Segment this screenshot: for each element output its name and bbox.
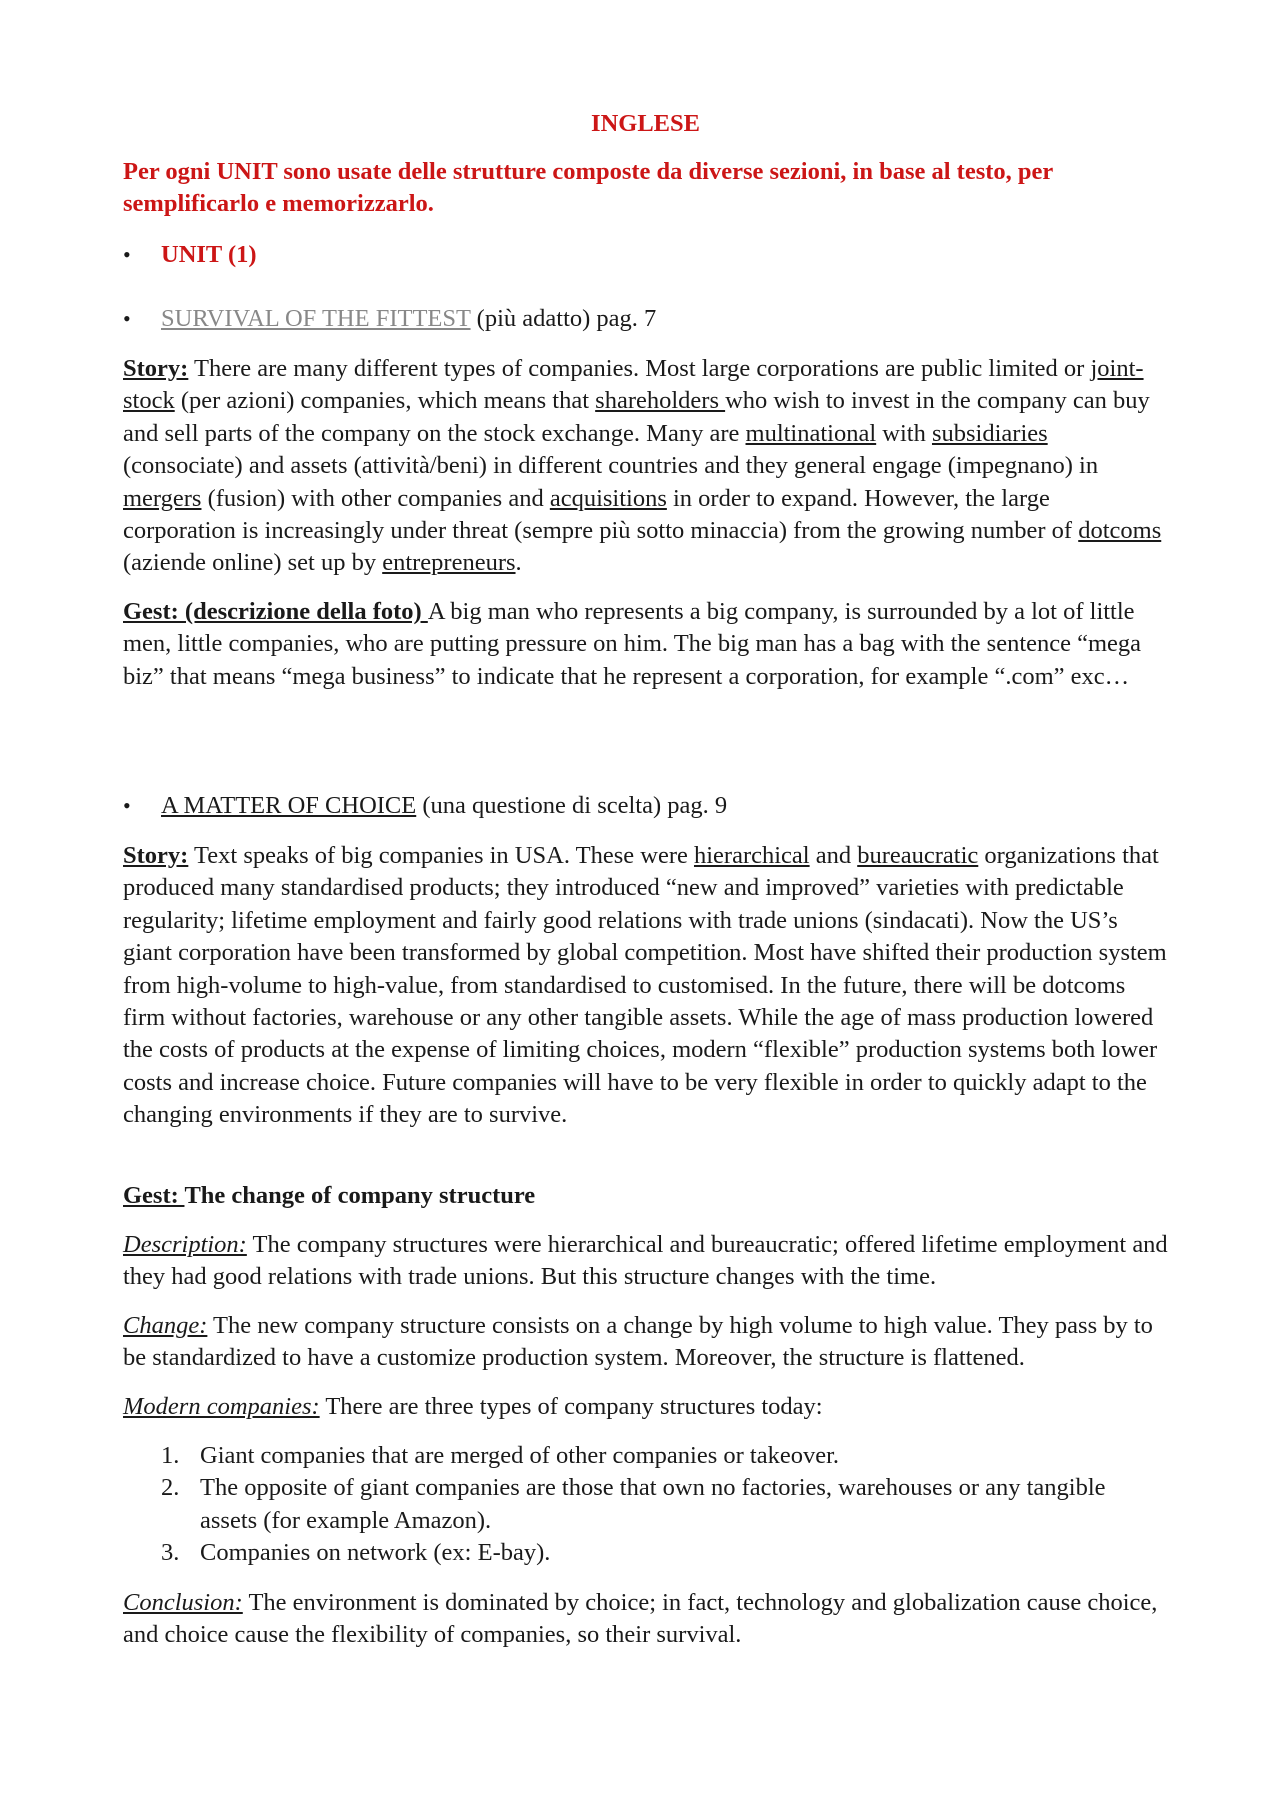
modern-label: Modern companies: xyxy=(123,1393,320,1420)
term-mergers: mergers xyxy=(123,484,202,512)
section1-heading-rest: (più adatto) pag. 7 xyxy=(470,305,657,332)
bullet-icon: • xyxy=(123,793,131,818)
change-label: Change: xyxy=(123,1312,208,1339)
conclusion-paragraph: Conclusion: The environment is dominated by choice; in fact, technology and globalization cause choice, and choice cause the flexibility of companies, so their survival. xyxy=(123,1589,1158,1649)
page-title: INGLESE xyxy=(591,110,700,137)
bullet-icon: • xyxy=(123,306,131,331)
modern-paragraph: Modern companies: There are three types of company structures today: xyxy=(123,1393,823,1420)
section2-gest xyxy=(123,1180,1168,1212)
section2-story: Story: Text speaks of big companies in USA. These were hierarchical and bureaucratic organizations that produced many standardised products; they introduced “new and improved” varieties with predictable regularity; lifetime employment and fairly good relations with trade unions (sindacati). Now the US’s giant corporation have been transformed by global competition. Most have shifted their production system from high-volume to high-value, from standardised to customised. In the future, there will be dotcoms firm without factories, warehouse or any other tangible assets. While the age of mass production lowered the costs of products at the expense of limiting choices, modern “flexible” production systems both lower costs and increase choice. Future companies will have to be very flexible in order to quickly adapt to the changing environments if they are to survive. xyxy=(123,842,1167,1129)
list-item: 2. The opposite of giant companies are those that own no factories, warehouses or any tangible assets (for example Amazon). xyxy=(161,1474,1106,1534)
bullet-icon: • xyxy=(123,242,131,267)
list-item: 3. Companies on network (ex: E-bay). xyxy=(161,1539,551,1567)
description-label: Description: xyxy=(123,1231,247,1258)
term-bureaucratic: bureaucratic xyxy=(857,842,979,869)
conclusion-label: Conclusion: xyxy=(123,1589,243,1616)
section1-title-link[interactable]: SURVIVAL OF THE FITTEST xyxy=(161,305,471,332)
story-label: Story: xyxy=(123,355,189,382)
gest-label: Gest: xyxy=(123,1182,185,1209)
story-label: Story: xyxy=(123,842,189,869)
change-paragraph: Change: The new company structure consists on a change by high volume to high value. They pass by to be standardized to have a customize production system. Moreover, the structure is flattened. xyxy=(123,1312,1153,1372)
term-joint-stock: joint-stock xyxy=(123,355,1144,415)
section2-heading-rest: (una questione di scelta) pag. 9 xyxy=(416,792,728,819)
term-dotcoms: dotcoms xyxy=(1078,517,1162,545)
section1-story: Story: There are many different types of companies. Most large corporations are public limited or joint-stock (per azioni) companies, which means that shareholders who wish to invest in the company can buy and sell parts of the company on the stock exchange. Many are multinational with subsidiaries (consociate) and assets (attività/beni) in different countries and they general engage (impegnano) in mergers (fusion) with other companies and acquisitions in order to expand. However, the large corporation is increasingly under threat (sempre più sotto minaccia) from the growing number of dotcoms (aziende online) set up by entrepreneurs. xyxy=(123,355,1162,577)
modern-companies-list xyxy=(123,1440,1168,1570)
unit-label: UNIT (1) xyxy=(161,241,257,268)
gest-title: The change of company structure xyxy=(184,1182,536,1209)
term-multinational: multinational xyxy=(745,419,877,447)
term-entrepreneurs: entrepreneurs xyxy=(382,549,516,577)
list-item: 1. Giant companies that are merged of other companies or takeover. xyxy=(161,1442,840,1469)
term-hierarchical: hierarchical xyxy=(693,842,810,869)
term-acquisitions: acquisitions xyxy=(549,484,667,512)
section2-title: A MATTER OF CHOICE xyxy=(161,792,417,819)
intro-paragraph: Per ogni UNIT sono usate delle strutture composte da diverse sezioni, in base al testo, per semplificarlo e memorizzarlo. xyxy=(123,158,1053,218)
section1-gest: Gest: (descrizione della foto) A big man who represents a big company, is surrounded by a lot of little men, little companies, who are putting pressure on him. The big man has a bag with the sentence “mega biz” that means “mega business” to indicate that he represent a corporation, for example “.com” exc… xyxy=(123,598,1142,690)
description-paragraph: Description: The company structures were hierarchical and bureaucratic; offered lifetime employment and they had good relations with trade unions. But this structure changes with the time. xyxy=(123,1231,1168,1291)
gest-label: Gest: (descrizione della foto) xyxy=(123,598,428,625)
term-subsidiaries: subsidiaries xyxy=(931,419,1048,447)
term-shareholders: shareholders xyxy=(595,387,726,415)
